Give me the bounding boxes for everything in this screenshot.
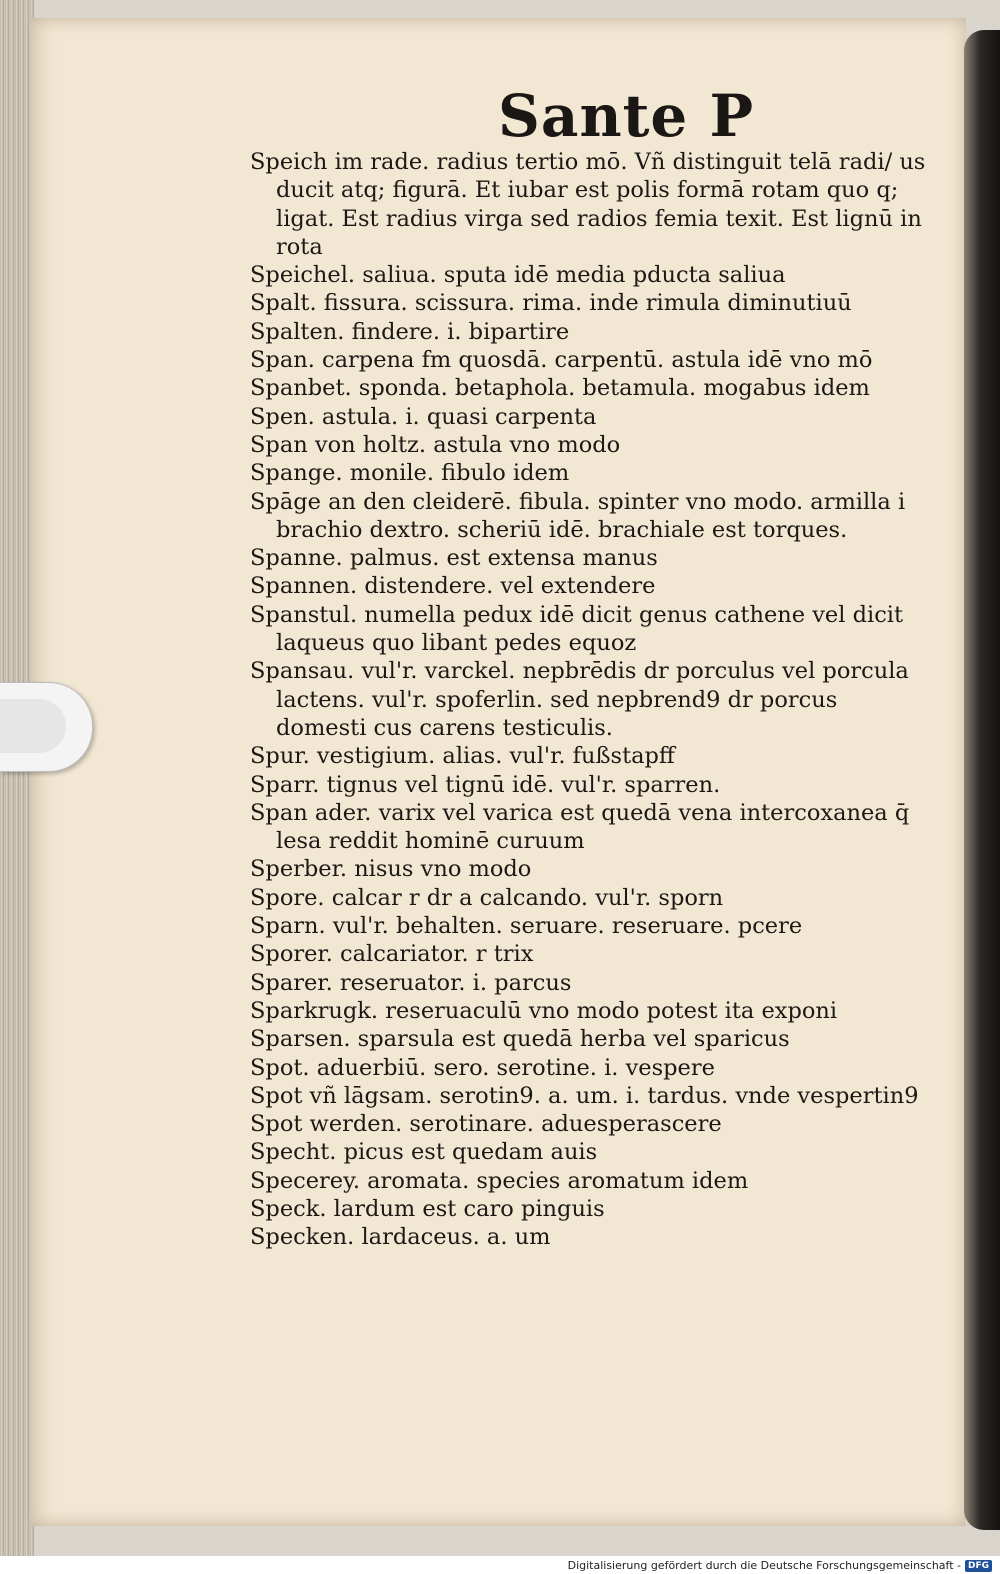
entry: Spannen. distendere. vel extendere <box>250 573 656 600</box>
entry: Sparn. vul'r. behalten. seruare. reseruare. pcere <box>250 913 803 940</box>
entry: Specerey. aromata. species aromatum idem <box>250 1167 749 1194</box>
entry: Sperber. nisus vno modo <box>250 856 532 883</box>
entry: Spore. calcar r dr a calcando. vul'r. sporn <box>250 884 724 911</box>
entry: Spot. aduerbiū. sero. serotine. i. vespere <box>250 1054 715 1081</box>
entry: Speichel. saliua. sputa idē media pducta saliua <box>250 262 786 289</box>
dictionary-entries <box>250 148 930 1252</box>
entry: Sparer. reseruator. i. parcus <box>250 969 572 996</box>
entry: Spot vñ lāgsam. serotin9. a. um. i. tardus. vnde vespertin9 <box>250 1082 919 1109</box>
entry: Specken. lardaceus. a. um <box>250 1224 551 1251</box>
dfg-logo: DFG <box>965 1560 992 1572</box>
entry: Spāge an den cleiderē. fibula. spinter vno modo. armilla i brachio dextro. scheriū idē. brachiale est torques. <box>250 488 906 543</box>
entry: Speck. lardum est caro pinguis <box>250 1195 605 1222</box>
entry: Spen. astula. i. quasi carpenta <box>250 403 597 430</box>
entry: Spanbet. sponda. betaphola. betamula. mogabus idem <box>250 375 870 402</box>
entry: Spot werden. serotinare. aduesperascere <box>250 1111 722 1138</box>
entry: Spanstul. numella pedux idē dicit genus cathene vel dicit laqueus quo libant pedes equoz <box>250 601 904 657</box>
credit-text: Digitalisierung gefördert durch die Deutsche Forschungsgemeinschaft - <box>567 1559 961 1572</box>
entry: Span. carpena fm quosdā. carpentū. astula idē vno mō <box>250 347 873 374</box>
entry: Specht. picus est quedam auis <box>250 1139 598 1166</box>
entry: Spansau. vul'r. varckel. nepbrēdis dr porculus vel porcula lactens. vul'r. spoferlin. sed nepbrend9 dr porcus domesti cus carens testiculis. <box>250 658 909 741</box>
entry: Span von holtz. astula vno modo <box>250 431 621 458</box>
entry: Spalt. fissura. scissura. rima. inde rimula diminutiuū <box>250 290 852 317</box>
page-heading: Sante P <box>498 82 755 150</box>
entry: Span ader. varix vel varica est quedā vena intercoxanea q̄ lesa reddit hominē curuum <box>250 799 910 855</box>
facing-page-binding <box>964 30 1000 1530</box>
entry: Spur. vestigium. alias. vul'r. fußstapff <box>250 743 675 770</box>
entry: Spalten. findere. i. bipartire <box>250 318 570 345</box>
entry: Sparkrugk. reseruaculū vno modo potest ita exponi <box>250 997 838 1024</box>
entry: Spanne. palmus. est extensa manus <box>250 545 658 572</box>
entry: Speich im rade. radius tertio mō. Vñ distinguit telā radi/ us ducit atq; figurā. Et iubar est polis formā rotam quo q; ligat. Est radius virga sed radios femia texit. Est lignū in rota <box>250 149 926 260</box>
entry: Sparsen. sparsula est quedā herba vel sparicus <box>250 1026 790 1053</box>
entry: Sporer. calcariator. r trix <box>250 941 534 968</box>
page-edges <box>0 0 34 1556</box>
entry: Sparr. tignus vel tignū idē. vul'r. sparren. <box>250 771 721 798</box>
entry: Spange. monile. fibulo idem <box>250 460 570 487</box>
bookmark-clip <box>0 682 93 772</box>
digitization-credit <box>568 1559 992 1572</box>
